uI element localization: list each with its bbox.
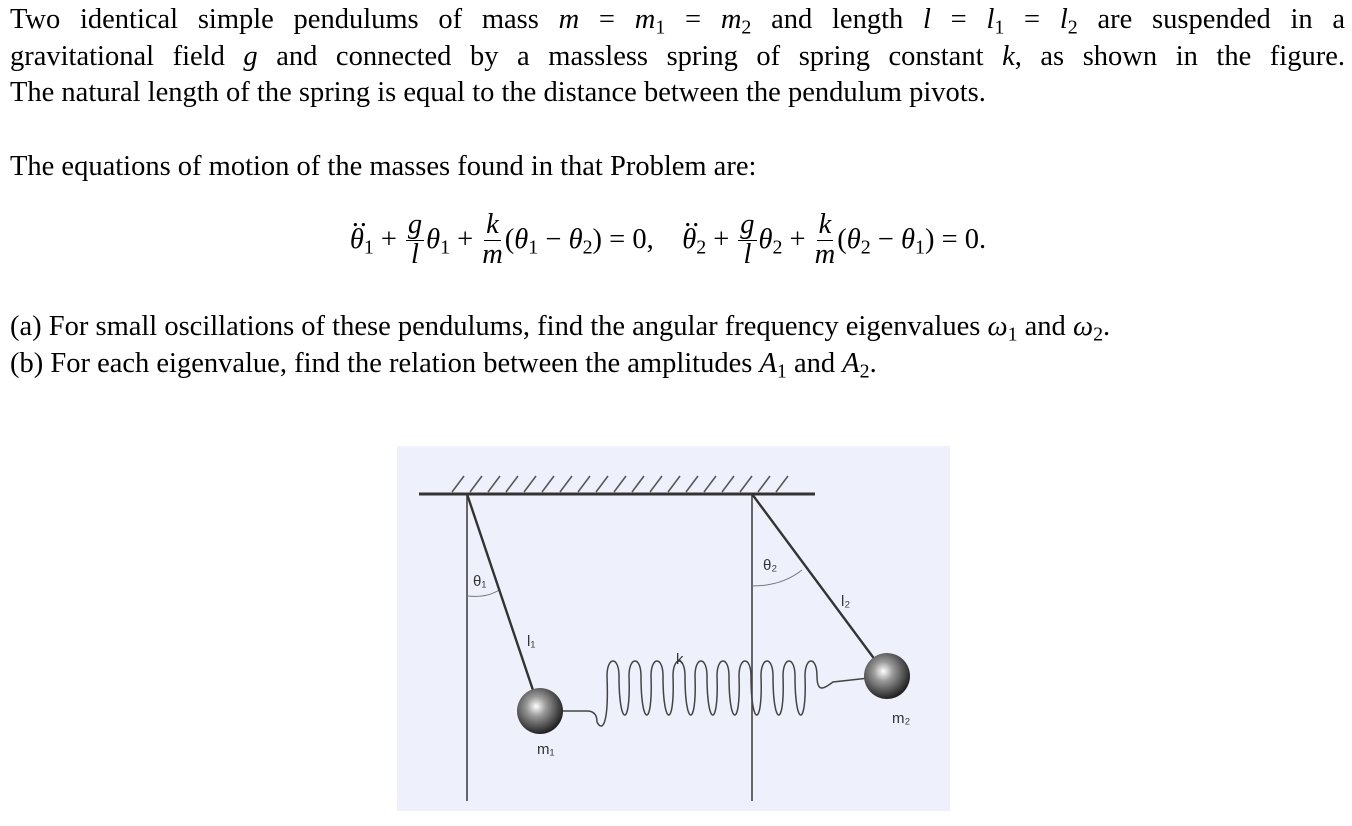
questions: [10, 309, 1345, 382]
equations-intro-text: The equations of motion of the masses found in that Problem are:: [10, 151, 757, 182]
mass-1: [517, 688, 563, 734]
m2-label: m₂: [892, 710, 911, 727]
rod-2: [752, 494, 887, 676]
spring-constant-label: k: [676, 651, 684, 668]
statement-line-3: The natural length of the spring is equal to the distance between the pendulum pivots.: [10, 77, 986, 108]
mass-2: [864, 653, 910, 699]
ceiling-hatching: [452, 476, 788, 492]
l2-label: l₂: [841, 593, 851, 610]
theta2-label: θ₂: [763, 557, 778, 574]
equations-intro: [10, 149, 1345, 186]
problem-statement: [10, 2, 1345, 112]
pendulum-figure: [397, 446, 950, 811]
equations-of-motion: [0, 209, 1352, 271]
question-a: (a) For small oscillations of these pendulums, find the angular frequency eigenvalues $\omega_1$ and $\omega_2$.: [10, 311, 1111, 346]
statement-line-1: Two identical simple pendulums of mass $m = m_1 = m_2$ and length $l = l_1 = l_2$ are suspended in a: [10, 4, 1346, 39]
statement-line-2: gravitational field g and connected by a massless spring of spring constant k, as shown in the figure.: [10, 40, 1345, 72]
spring: [540, 661, 887, 726]
rod-1: [467, 494, 540, 711]
theta1-arc: [467, 590, 499, 596]
m1-label: m₁: [537, 741, 555, 758]
pendulum-diagram: [397, 446, 950, 811]
question-b: (b) For each eigenvalue, find the relation between the amplitudes $A_1$ and $A_2$.: [10, 347, 877, 383]
l1-label: l₁: [527, 633, 536, 650]
theta1-label: θ₁: [473, 573, 487, 590]
equation-content: .. $\theta_1$ + $\frac{g}{l}$ $\theta_1$ + $\frac{k}{m}$ $(\theta_1 - \theta_2) = 0$, .. $\theta_2$ + $\frac{g}{l}$ $\theta_2$ + $\frac{k}{m}$ $(\theta_2 - \theta_1) = 0$.: [350, 212, 986, 271]
